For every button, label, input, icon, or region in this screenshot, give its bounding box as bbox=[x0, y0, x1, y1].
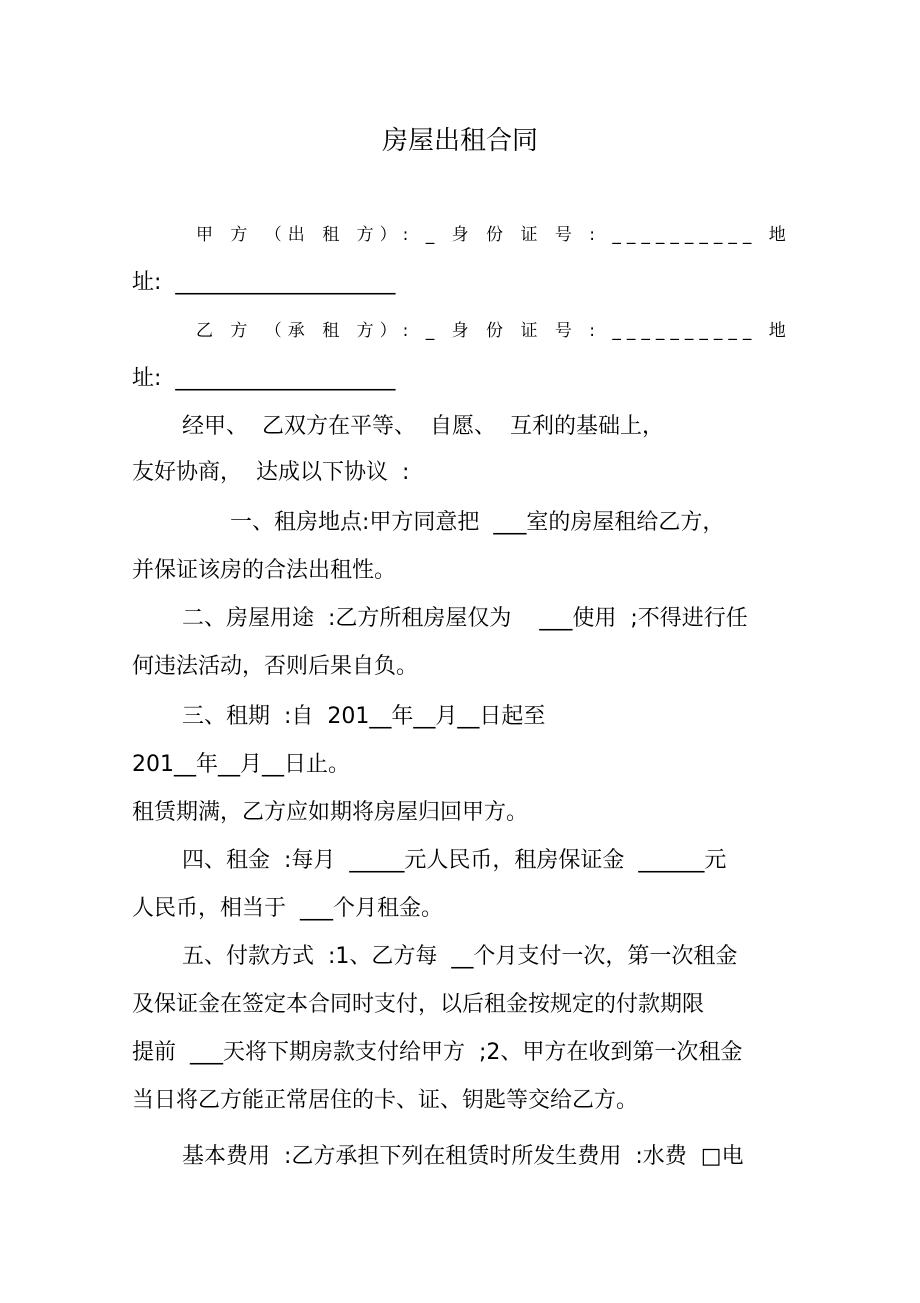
clause-1-line-2: 并保证该房的合法出租性。 bbox=[132, 558, 397, 583]
party-b-address: 址: ____________________ bbox=[132, 366, 396, 391]
clause-4-line-1: 四、租金 :每月 _____元人民币，租房保证金 ______元 bbox=[182, 848, 727, 873]
clause-5-line-4: 当日将乙方能正常居住的卡、证、钥匙等交给乙方。 bbox=[132, 1088, 639, 1113]
clause-3-line-3: 租赁期满，乙方应如期将房屋归回甲方。 bbox=[132, 800, 529, 825]
clause-3-line-1: 三、租期 :自 201__年__月__日起至 bbox=[182, 704, 546, 729]
preamble-line-1: 经甲、 乙双方在平等、 自愿、 互利的基础上， bbox=[182, 414, 664, 439]
clause-4-line-2: 人民币，相当于 ___个月租金。 bbox=[132, 896, 443, 921]
clause-1-line-1: 一、租房地点:甲方同意把 ___室的房屋租给乙方， bbox=[230, 510, 725, 535]
clause-5-line-3: 提前 ___天将下期房款支付给甲方 ;2、甲方在收到第一次租金 bbox=[132, 1040, 743, 1065]
preamble-line-2: 友好协商， 达成以下协议 : bbox=[132, 460, 410, 485]
party-b-line: 乙 方 （承 租 方）: _ 身 份 证 号 : __________ 地 bbox=[196, 321, 792, 341]
clause-2-line-1: 二、房屋用途 :乙方所租房屋仅为 ___使用 ;不得进行任 bbox=[182, 606, 748, 631]
clause-5-line-2: 及保证金在签定本合同时支付，以后租金按规定的付款期限 bbox=[132, 992, 705, 1017]
clause-2-line-2: 何违法活动，否则后果自负。 bbox=[132, 654, 419, 679]
clause-5-line-1: 五、付款方式 :1、乙方每 __个月支付一次，第一次租金 bbox=[182, 944, 738, 969]
party-a-line: 甲 方 （出 租 方）: _ 身 份 证 号 : __________ 地 bbox=[196, 225, 792, 245]
party-a-address: 址: ____________________ bbox=[132, 270, 396, 295]
document-title: 房屋出租合同 bbox=[381, 126, 538, 156]
clause-3-line-2: 201__年__月__日止。 bbox=[132, 752, 350, 777]
basic-fees-line: 基本费用 :乙方承担下列在租赁时所发生费用 :水费 □电 bbox=[182, 1144, 744, 1169]
